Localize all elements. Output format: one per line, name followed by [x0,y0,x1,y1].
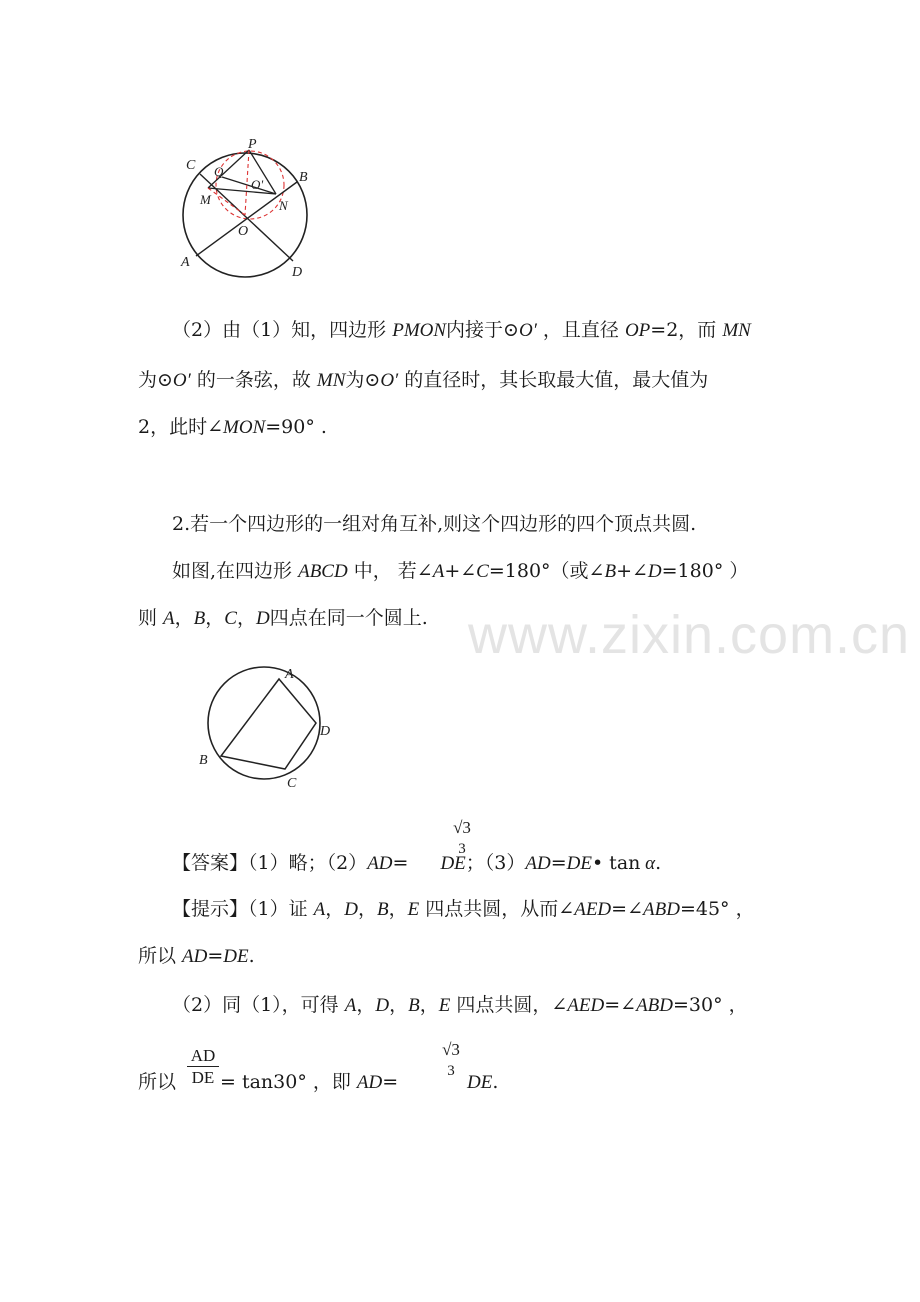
hint-line-4-end: DE. [467,1071,499,1093]
watermark: www.zixin.com.cn [468,605,911,665]
label-m: M [200,192,211,207]
label-b: B [199,753,208,768]
label-c: C [186,158,196,173]
label-a: A [181,255,190,270]
figure-cyclic-quadrilateral [195,660,345,795]
label-q: Q [214,164,224,179]
fraction-ad-over-de: AD DE [187,1046,219,1087]
label-p: P [248,137,257,152]
hint-line-4-prefix: 所以 [138,1071,177,1093]
label-o: O [238,224,249,239]
figure-circle-pmon [170,130,340,280]
hint-line-4-mid: = tan30° ，即 AD= [220,1071,399,1093]
answer-fraction-sqrt3-over-3: √3 3 [453,818,471,857]
label-n: N [279,198,288,213]
segment-mo-dashed [208,188,245,215]
circle [208,667,320,779]
theorem-2-line-3: 则 A，B，C，D四点在同一个圆上. [138,607,428,629]
hint-line-1: 【提示】（1）证 A，D，B，E 四点共圆，从而∠AED=∠ABD=45° ， [172,898,755,920]
theorem-2-line-2: 如图,在四边形 ABCD 中， 若∠A+∠C=180°（或∠B+∠D=180° ） [172,560,749,582]
quadrilateral-abcd [221,679,316,769]
circle-o-prime-dashed [216,151,284,219]
label-d: D [292,265,303,280]
label-d: D [320,724,331,739]
label-c: C [287,776,297,791]
segment-op-dashed [245,150,249,215]
hint-line-2: 所以 AD=DE. [138,945,255,967]
label-a: A [285,667,294,682]
theorem-2-statement: 2.若一个四边形的一组对角互补,则这个四边形的四个顶点共圆. [172,513,697,535]
solution-line-1: （2）由（1）知，四边形 PMON内接于⊙O′ ，且直径 OP=2，而 MN [172,319,751,341]
solution-line-2: 为⊙O′ 的一条弦，故 MN为⊙O′ 的直径时，其长取最大值，最大值为 [138,369,709,391]
solution-line-3: 2，此时∠MON=90° . [138,416,327,438]
answer-line: 【答案】（1）略；（2）AD= DE；（3）AD=DE• tan α. [172,852,662,874]
label-b: B [299,170,308,185]
fraction-sqrt3-over-3: √3 3 [442,1040,460,1079]
label-o-prime: O' [251,177,264,192]
hint-line-3: （2）同（1），可得 A，D，B，E 四点共圆，∠AED=∠ABD=30° ， [172,994,748,1016]
